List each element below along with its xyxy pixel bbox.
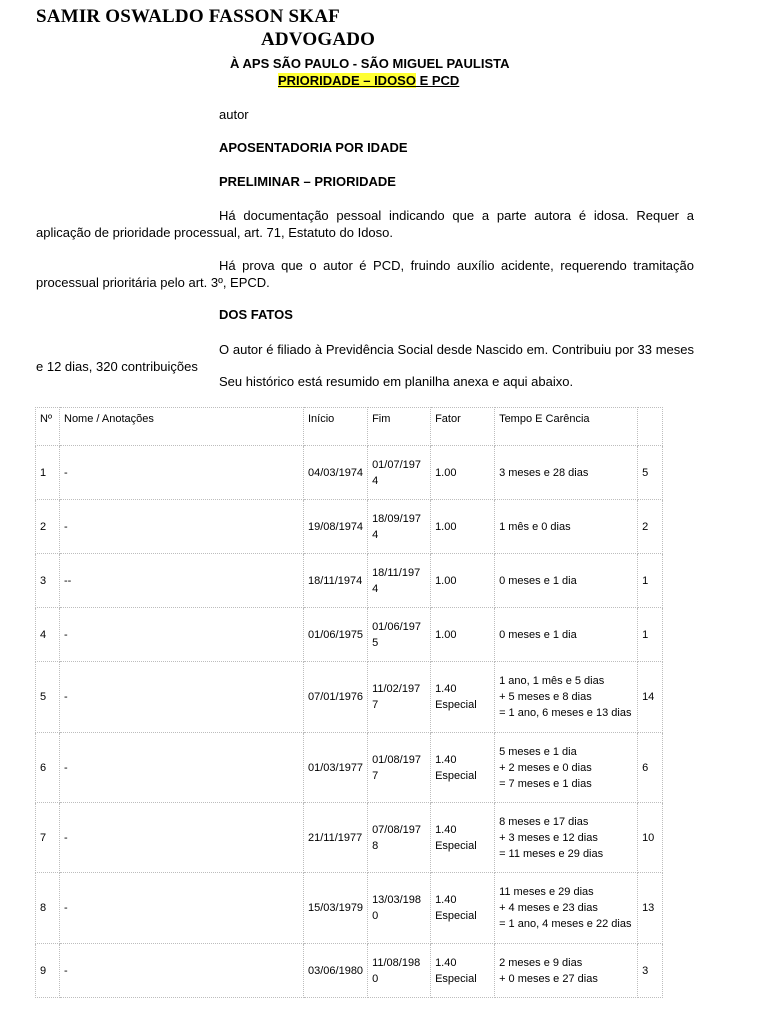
cell-fator-line: 1.40 (435, 683, 457, 695)
cell-fim-line: 11/02/197 (372, 683, 421, 695)
cell-tempo-line: 1 mês e 0 dias (499, 520, 571, 533)
cell-fator (431, 446, 495, 500)
paragraph-filiacao: O autor é filiado à Previdência Social desde Nascido em. Contribuiu por 33 meses e 12 dias, 320 contribuições (36, 342, 694, 374)
cell-tempo-line: 11 meses e 29 dias (499, 886, 594, 898)
header-nome: Nome / Anotações (60, 408, 304, 446)
cell-tempo (495, 733, 638, 803)
cell-fator-line: 1.40 (435, 956, 457, 969)
cell-nome: - (60, 873, 304, 944)
table-row (36, 554, 663, 608)
cell-nome: - (60, 803, 304, 873)
cell-fator (431, 944, 495, 998)
priority-line (278, 73, 459, 88)
cell-tempo-line: 0 meses e 1 dia (499, 574, 577, 587)
cell-carencia: 1 (638, 554, 663, 608)
table-row (36, 446, 663, 500)
cell-tempo-line: 3 meses e 28 dias (499, 466, 589, 479)
cell-inicio: 21/11/1977 (304, 803, 368, 873)
cell-fim (368, 446, 431, 500)
cell-fim (368, 608, 431, 662)
cell-fim-line: 4 (372, 582, 379, 595)
cell-fator-line: Especial (435, 699, 477, 711)
cell-tempo-line: 8 meses e 17 dias (499, 815, 589, 828)
cell-fator-line: 1.00 (435, 574, 457, 587)
cell-fator (431, 500, 495, 554)
cell-tempo-line: 1 ano, 1 mês e 5 dias (499, 675, 605, 687)
cell-fim-line: 11/08/198 (372, 956, 421, 969)
cell-tempo-line: + 3 meses e 12 dias (499, 831, 598, 844)
cell-fator-line: 1.00 (435, 628, 457, 641)
paragraph-historico: Seu histórico está resumido em planilha anexa e aqui abaixo. (219, 374, 574, 389)
cell-tempo (495, 608, 638, 662)
cell-fim-line: 5 (372, 636, 379, 649)
cell-fim-line: 0 (372, 972, 379, 985)
cell-numero: 7 (36, 803, 60, 873)
cell-carencia: 1 (638, 608, 663, 662)
cell-fator-line: 1.40 (435, 753, 457, 766)
cell-tempo (495, 554, 638, 608)
cell-tempo-line: + 4 meses e 23 dias (499, 902, 598, 914)
cell-carencia: 5 (638, 446, 663, 500)
cell-tempo (495, 944, 638, 998)
table-row (36, 500, 663, 554)
cell-carencia: 3 (638, 944, 663, 998)
cell-numero: 4 (36, 608, 60, 662)
cell-fim-line: 7 (372, 699, 379, 711)
cell-numero: 2 (36, 500, 60, 554)
cell-fator-line: Especial (435, 839, 477, 852)
cell-tempo (495, 873, 638, 944)
cell-fim-line: 0 (372, 910, 379, 922)
cell-fim-line: 4 (372, 528, 379, 541)
cell-carencia: 10 (638, 803, 663, 873)
cell-inicio: 18/11/1974 (304, 554, 368, 608)
header-tempo: Tempo E Carência (495, 408, 638, 446)
table-row (36, 733, 663, 803)
cell-fim (368, 944, 431, 998)
cell-inicio: 15/03/1979 (304, 873, 368, 944)
table-row (36, 803, 663, 873)
cell-fator (431, 873, 495, 944)
cell-fim-line: 4 (372, 474, 379, 487)
lawyer-title: ADVOGADO (261, 29, 376, 50)
cell-tempo-line: = 11 meses e 29 dias (499, 847, 604, 860)
table-header-row (36, 408, 663, 446)
cell-fim-line: 8 (372, 839, 379, 852)
cell-fim (368, 733, 431, 803)
cell-tempo-line: 5 meses e 1 dia (499, 745, 577, 758)
cell-fator (431, 803, 495, 873)
cell-carencia: 13 (638, 873, 663, 944)
cell-numero: 5 (36, 662, 60, 733)
cell-numero: 1 (36, 446, 60, 500)
cell-tempo-line: 0 meses e 1 dia (499, 628, 577, 641)
cell-tempo-line: + 2 meses e 0 dias (499, 761, 592, 774)
cell-fator-line: 1.40 (435, 823, 457, 836)
cell-fim-line: 7 (372, 769, 379, 782)
cell-fator-line: 1.00 (435, 466, 457, 479)
priority-rest: E PCD (415, 73, 460, 88)
cell-tempo-line: 2 meses e 9 dias (499, 956, 583, 969)
cell-fim (368, 662, 431, 733)
cell-fator (431, 608, 495, 662)
cell-fim-line: 13/03/198 (372, 894, 421, 906)
table-row (36, 944, 663, 998)
history-table (35, 407, 663, 998)
cell-tempo (495, 446, 638, 500)
cell-fator-line: Especial (435, 972, 477, 985)
cell-fim (368, 873, 431, 944)
cell-inicio: 03/06/1980 (304, 944, 368, 998)
cell-fim-line: 18/09/197 (372, 512, 421, 525)
cell-nome: - (60, 446, 304, 500)
addressee: À APS SÃO PAULO - SÃO MIGUEL PAULISTA (230, 56, 510, 71)
fatos-heading: DOS FATOS (219, 307, 293, 322)
header-numero: Nº (36, 408, 60, 446)
cell-nome: - (60, 500, 304, 554)
cell-fim-line: 18/11/197 (372, 566, 421, 579)
cell-numero: 6 (36, 733, 60, 803)
cell-nome: - (60, 608, 304, 662)
header-fator: Fator (431, 408, 495, 446)
header-carencia (638, 408, 663, 446)
cell-fim (368, 554, 431, 608)
cell-tempo-line: = 1 ano, 4 meses e 22 dias (499, 918, 632, 930)
cell-numero: 3 (36, 554, 60, 608)
cell-fator (431, 662, 495, 733)
cell-inicio: 07/01/1976 (304, 662, 368, 733)
cell-nome: - (60, 944, 304, 998)
cell-fator-line: Especial (435, 769, 477, 782)
header-fim: Fim (368, 408, 431, 446)
cell-numero: 9 (36, 944, 60, 998)
cell-carencia: 2 (638, 500, 663, 554)
cell-fim-line: 01/08/197 (372, 753, 421, 766)
cell-fator-line: Especial (435, 910, 477, 922)
cell-inicio: 01/03/1977 (304, 733, 368, 803)
preliminar-heading: PRELIMINAR – PRIORIDADE (219, 174, 396, 189)
cell-tempo-line: = 7 meses e 1 dias (499, 777, 592, 790)
paragraph-pcd: Há prova que o autor é PCD, fruindo auxílio acidente, requerendo tramitação processual prioritária pelo art. 3º, EPCD. (36, 258, 694, 290)
table-row (36, 662, 663, 733)
paragraph-idoso: Há documentação pessoal indicando que a parte autora é idosa. Requer a aplicação de prioridade processual, art. 71, Estatuto do Idoso. (36, 208, 694, 240)
cell-tempo (495, 803, 638, 873)
cell-tempo-line: = 1 ano, 6 meses e 13 dias (499, 707, 632, 719)
cell-inicio: 01/06/1975 (304, 608, 368, 662)
cell-inicio: 04/03/1974 (304, 446, 368, 500)
cell-fator (431, 554, 495, 608)
cell-fator-line: 1.40 (435, 894, 457, 906)
lawyer-name: SAMIR OSWALDO FASSON SKAF (36, 6, 340, 27)
cell-tempo-line: + 0 meses e 27 dias (499, 972, 598, 985)
cell-fator (431, 733, 495, 803)
cell-nome: - (60, 662, 304, 733)
cell-fim-line: 07/08/197 (372, 823, 421, 836)
cell-nome: -- (60, 554, 304, 608)
cell-nome: - (60, 733, 304, 803)
cell-fim (368, 803, 431, 873)
cell-carencia: 14 (638, 662, 663, 733)
autor-label: autor (219, 107, 249, 122)
cell-carencia: 6 (638, 733, 663, 803)
cell-inicio: 19/08/1974 (304, 500, 368, 554)
cell-fim-line: 01/06/197 (372, 620, 421, 633)
table-row (36, 873, 663, 944)
cell-numero: 8 (36, 873, 60, 944)
subject-heading: APOSENTADORIA POR IDADE (219, 140, 408, 155)
cell-tempo-line: + 5 meses e 8 dias (499, 691, 592, 703)
header-inicio: Início (304, 408, 368, 446)
priority-highlight: PRIORIDADE – IDOSO (278, 73, 416, 88)
cell-tempo (495, 662, 638, 733)
table-row (36, 608, 663, 662)
cell-fim-line: 01/07/197 (372, 458, 421, 471)
cell-fator-line: 1.00 (435, 520, 457, 533)
cell-fim (368, 500, 431, 554)
cell-tempo (495, 500, 638, 554)
